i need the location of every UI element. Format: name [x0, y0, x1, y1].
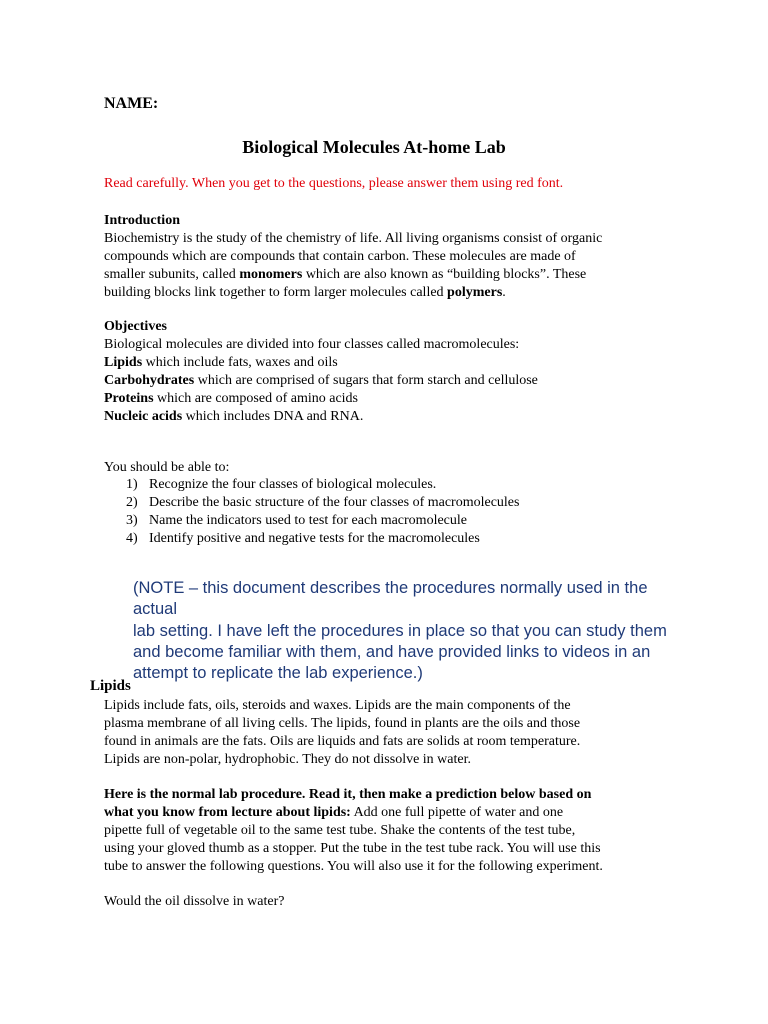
introduction-text: building blocks link together to form larger molecules called [104, 285, 448, 300]
lipids-line: plasma membrane of all living cells. The lipids, found in plants are the oils and those [104, 716, 581, 731]
lipids-line: Lipids include fats, oils, steroids and waxes. Lipids are the main components of the [104, 698, 571, 713]
list-number: 2) [126, 495, 138, 510]
class-term: Nucleic acids [104, 409, 183, 424]
note-block [133, 578, 693, 684]
note-line: and become familiar with them, and have provided links to videos in an [133, 642, 651, 661]
introduction-text: . [502, 285, 506, 300]
macromolecule-class [104, 372, 538, 390]
list-text: Name the indicators used to test for each macromolecule [149, 513, 467, 528]
lipids-description [104, 697, 580, 769]
list-text: Recognize the four classes of biological molecules. [149, 477, 437, 492]
note-line: attempt to replicate the lab experience.) [133, 664, 423, 683]
objectives-section [104, 318, 538, 426]
procedure-line: tube to answer the following questions. You will also use it for the following experiment. [104, 859, 603, 874]
list-item [126, 476, 519, 494]
monomers-term: monomers [239, 267, 303, 282]
macromolecule-class [104, 408, 538, 426]
lipids-line: Lipids are non-polar, hydrophobic. They do not dissolve in water. [104, 752, 472, 767]
introduction-line: compounds which are compounds that contain carbon. These molecules are made of [104, 249, 576, 264]
list-text: Describe the basic structure of the four classes of macromolecules [149, 495, 520, 510]
introduction-text: which are also known as “building blocks”. These [302, 267, 587, 282]
list-number: 3) [126, 513, 138, 528]
class-term: Proteins [104, 391, 154, 406]
question-text: Would the oil dissolve in water? [104, 894, 285, 909]
procedure-section [104, 786, 603, 876]
list-number: 1) [126, 477, 138, 492]
polymers-term: polymers [447, 285, 503, 300]
introduction-text: smaller subunits, called [104, 267, 240, 282]
macromolecule-class [104, 354, 538, 372]
class-term: Carbohydrates [104, 373, 195, 388]
class-desc: which includes DNA and RNA. [182, 409, 364, 424]
goals-list [126, 476, 519, 548]
procedure-heading-line: Here is the normal lab procedure. Read it, then make a prediction below based on [104, 787, 592, 802]
objectives-heading: Objectives [104, 319, 167, 334]
page-title: Biological Molecules At-home Lab [242, 137, 506, 157]
class-term: Lipids [104, 355, 143, 370]
procedure-line: using your gloved thumb as a stopper. Put the tube in the test tube rack. You will use this [104, 841, 601, 856]
procedure-line: pipette full of vegetable oil to the same test tube. Shake the contents of the test tube, [104, 823, 576, 838]
class-desc: which include fats, waxes and oils [142, 355, 338, 370]
lipids-line: found in animals are the fats. Oils are liquids and fats are solids at room temperature. [104, 734, 581, 749]
list-text: Identify positive and negative tests for the macromolecules [149, 531, 480, 546]
macromolecule-class [104, 390, 538, 408]
list-item [126, 494, 519, 512]
name-label: NAME: [104, 95, 159, 112]
procedure-line [104, 804, 603, 822]
introduction-line: Biochemistry is the study of the chemistry of life. All living organisms consist of organic [104, 231, 603, 246]
procedure-heading-line: what you know from lecture about lipids: [104, 805, 351, 820]
introduction-line [104, 266, 602, 284]
introduction-heading: Introduction [104, 213, 180, 228]
list-number: 4) [126, 531, 138, 546]
list-item [126, 530, 519, 548]
note-line: (NOTE – this document describes the procedures normally used in the actual [133, 579, 648, 619]
lipids-heading: Lipids [90, 678, 131, 694]
note-line: lab setting. I have left the procedures in place so that you can study them [133, 621, 667, 640]
goals-intro: You should be able to: [104, 460, 230, 475]
class-desc: which are comprised of sugars that form starch and cellulose [194, 373, 538, 388]
introduction-line [104, 284, 602, 302]
class-desc: which are composed of amino acids [153, 391, 359, 406]
introduction-section [104, 212, 602, 302]
procedure-text: Add one full pipette of water and one [350, 805, 564, 820]
objectives-intro: Biological molecules are divided into four classes called macromolecules: [104, 337, 520, 352]
list-item [126, 512, 519, 530]
instructions-text: Read carefully. When you get to the questions, please answer them using red font. [104, 176, 564, 191]
